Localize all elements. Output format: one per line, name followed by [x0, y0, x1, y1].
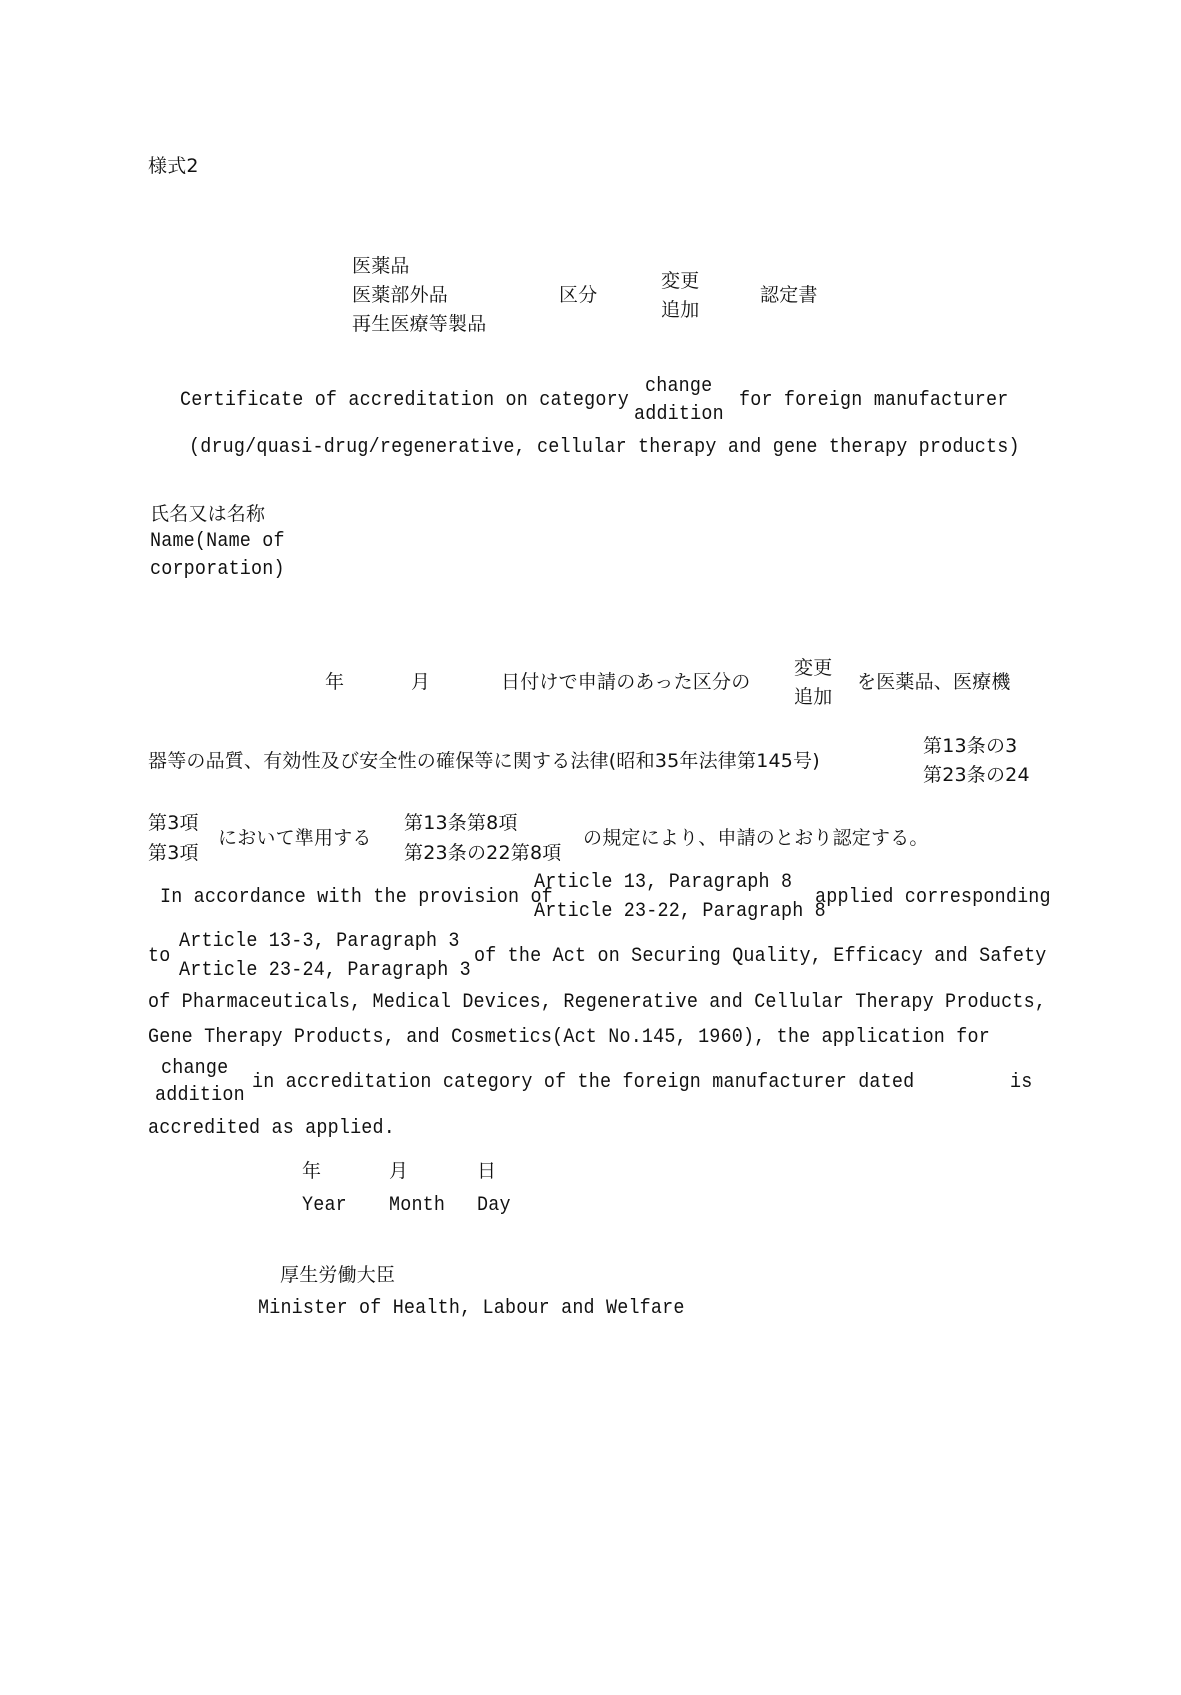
en-body-line5: in accreditation category of the foreign manufacturer dated	[252, 1071, 915, 1094]
en-article-23-24: Article 23-24, Paragraph 3	[179, 959, 471, 982]
category-regenerative: 再生医療等製品	[352, 313, 487, 335]
jp-paragraph-3-b: 第3項	[148, 842, 199, 864]
category-quasi-drug: 医薬部外品	[352, 284, 449, 306]
en-body-line2-prefix: to	[148, 945, 171, 968]
jp-paragraph-3-a: 第3項	[148, 812, 199, 834]
jp-body-line2: 器等の品質、有効性及び安全性の確保等に関する法律(昭和35年法律第145号)	[148, 750, 820, 772]
name-label-jp: 氏名又は名称	[150, 503, 266, 525]
name-label-en-1: Name(Name of	[150, 530, 285, 553]
jp-article-23-22-8: 第23条の22第8項	[404, 842, 562, 864]
jp-year-label: 年	[325, 671, 345, 693]
en-title-option-addition: addition	[634, 403, 724, 426]
certificate-label-jp: 認定書	[760, 284, 818, 306]
jp-month-label: 月	[411, 671, 431, 693]
date-day-en: Day	[477, 1194, 511, 1217]
kubun-label: 区分	[559, 284, 598, 306]
en-body-line4: Gene Therapy Products, and Cosmetics(Act No.145, 1960), the application for	[148, 1026, 990, 1049]
name-label-en-2: corporation)	[150, 558, 285, 581]
jp-body-line1-tail: を医薬品、医療機	[857, 671, 1011, 693]
jp-article-13-8: 第13条第8項	[404, 812, 518, 834]
jp-body-line3-tail: の規定により、申請のとおり認定する。	[583, 827, 929, 849]
date-day-jp: 日	[477, 1160, 497, 1182]
option-addition-jp: 追加	[661, 299, 700, 321]
jp-article-13-3: 第13条の3	[923, 735, 1018, 757]
signatory-en: Minister of Health, Labour and Welfare	[258, 1297, 685, 1320]
en-article-23-22-8: Article 23-22, Paragraph 8	[534, 900, 826, 923]
jp-body-option-change: 変更	[794, 657, 833, 679]
en-body-line5-tail: is	[1010, 1071, 1033, 1094]
signatory-jp: 厚生労働大臣	[280, 1264, 396, 1286]
form-number: 様式2	[148, 155, 199, 177]
date-year-jp: 年	[302, 1160, 322, 1182]
en-title-option-change: change	[645, 375, 713, 398]
en-body-line1-prefix: In accordance with the provision of	[160, 886, 553, 909]
en-body-line2-suffix: of the Act on Securing Quality, Efficacy and Safety	[474, 945, 1047, 968]
jp-body-option-addition: 追加	[794, 686, 833, 708]
jp-article-23-24: 第23条の24	[923, 764, 1030, 786]
jp-body-line3-mid: において準用する	[218, 827, 372, 849]
date-year-en: Year	[302, 1194, 347, 1217]
en-body-option-addition: addition	[155, 1084, 245, 1107]
en-article-13-8: Article 13, Paragraph 8	[534, 871, 793, 894]
en-subtitle: (drug/quasi-drug/regenerative, cellular therapy and gene therapy products)	[189, 436, 1020, 459]
option-change-jp: 変更	[661, 270, 700, 292]
en-title-suffix: for foreign manufacturer	[739, 389, 1009, 412]
jp-body-line1: 日付けで申請のあった区分の	[501, 671, 751, 693]
en-body-option-change: change	[161, 1057, 229, 1080]
en-body-line6: accredited as applied.	[148, 1117, 395, 1140]
en-title-prefix: Certificate of accreditation on category	[180, 389, 630, 412]
en-body-line1-suffix: applied corresponding	[815, 886, 1051, 909]
en-body-line3: of Pharmaceuticals, Medical Devices, Regenerative and Cellular Therapy Products,	[148, 991, 1047, 1014]
en-article-13-3: Article 13-3, Paragraph 3	[179, 930, 460, 953]
date-month-jp: 月	[389, 1160, 409, 1182]
category-pharmaceutical: 医薬品	[352, 255, 410, 277]
date-month-en: Month	[389, 1194, 446, 1217]
